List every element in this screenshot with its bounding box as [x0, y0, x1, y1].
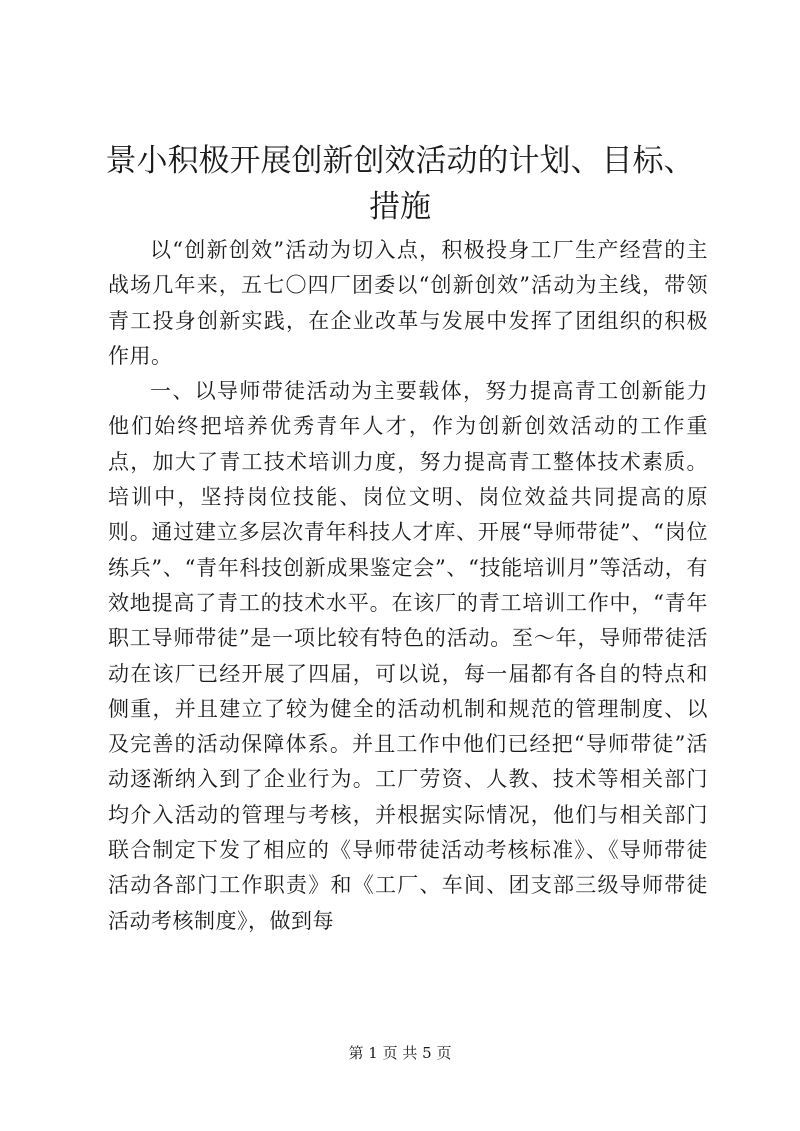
paragraph-intro: 以“创新创效”活动为切入点，积极投身工厂生产经营的主战场几年来，五七〇四厂团委以“创新创效”活动为主线，带领青工投身创新实践，在企业改革与发展中发挥了团组织的积极作用。 [108, 238, 708, 368]
page-number-footer: 第 1 页 共 5 页 [348, 1044, 452, 1062]
document-body [108, 233, 708, 939]
document-title: 景小积极开展创新创效活动的计划、目标、措施 [105, 143, 695, 225]
paragraph-section-one: 一、以导师带徒活动为主要载体，努力提高青工创新能力他们始终把培养优秀青年人才，作为创新创效活动的工作重点，加大了青工技术培训力度，努力提高青工整体技术素质。培训中，坚持岗位技能、岗位文明、岗位效益共同提高的原则。通过建立多层次青年科技人才库、开展“导师带徒”、“岗位练兵”、“青年科技创新成果鉴定会”、“技能培训月”等活动，有效地提高了青工的技术水平。在该厂的青工培训工作中，“青年职工导师带徒”是一项比较有特色的活动。至～年，导师带徒活动在该厂已经开展了四届，可以说，每一届都有各自的特点和侧重，并且建立了较为健全的活动机制和规范的管理制度、以及完善的活动保障体系。并且工作中他们已经把“导师带徒”活动逐渐纳入到了企业行为。工厂劳资、人教、技术等相关部门均介入活动的管理与考核，并根据实际情况，他们与相关部门联合制定下发了相应的《导师带徒活动考核标准》、《导师带徒活动各部门工作职责》和《工厂、车间、团支部三级导师带徒活动考核制度》，做到每 [108, 379, 708, 933]
